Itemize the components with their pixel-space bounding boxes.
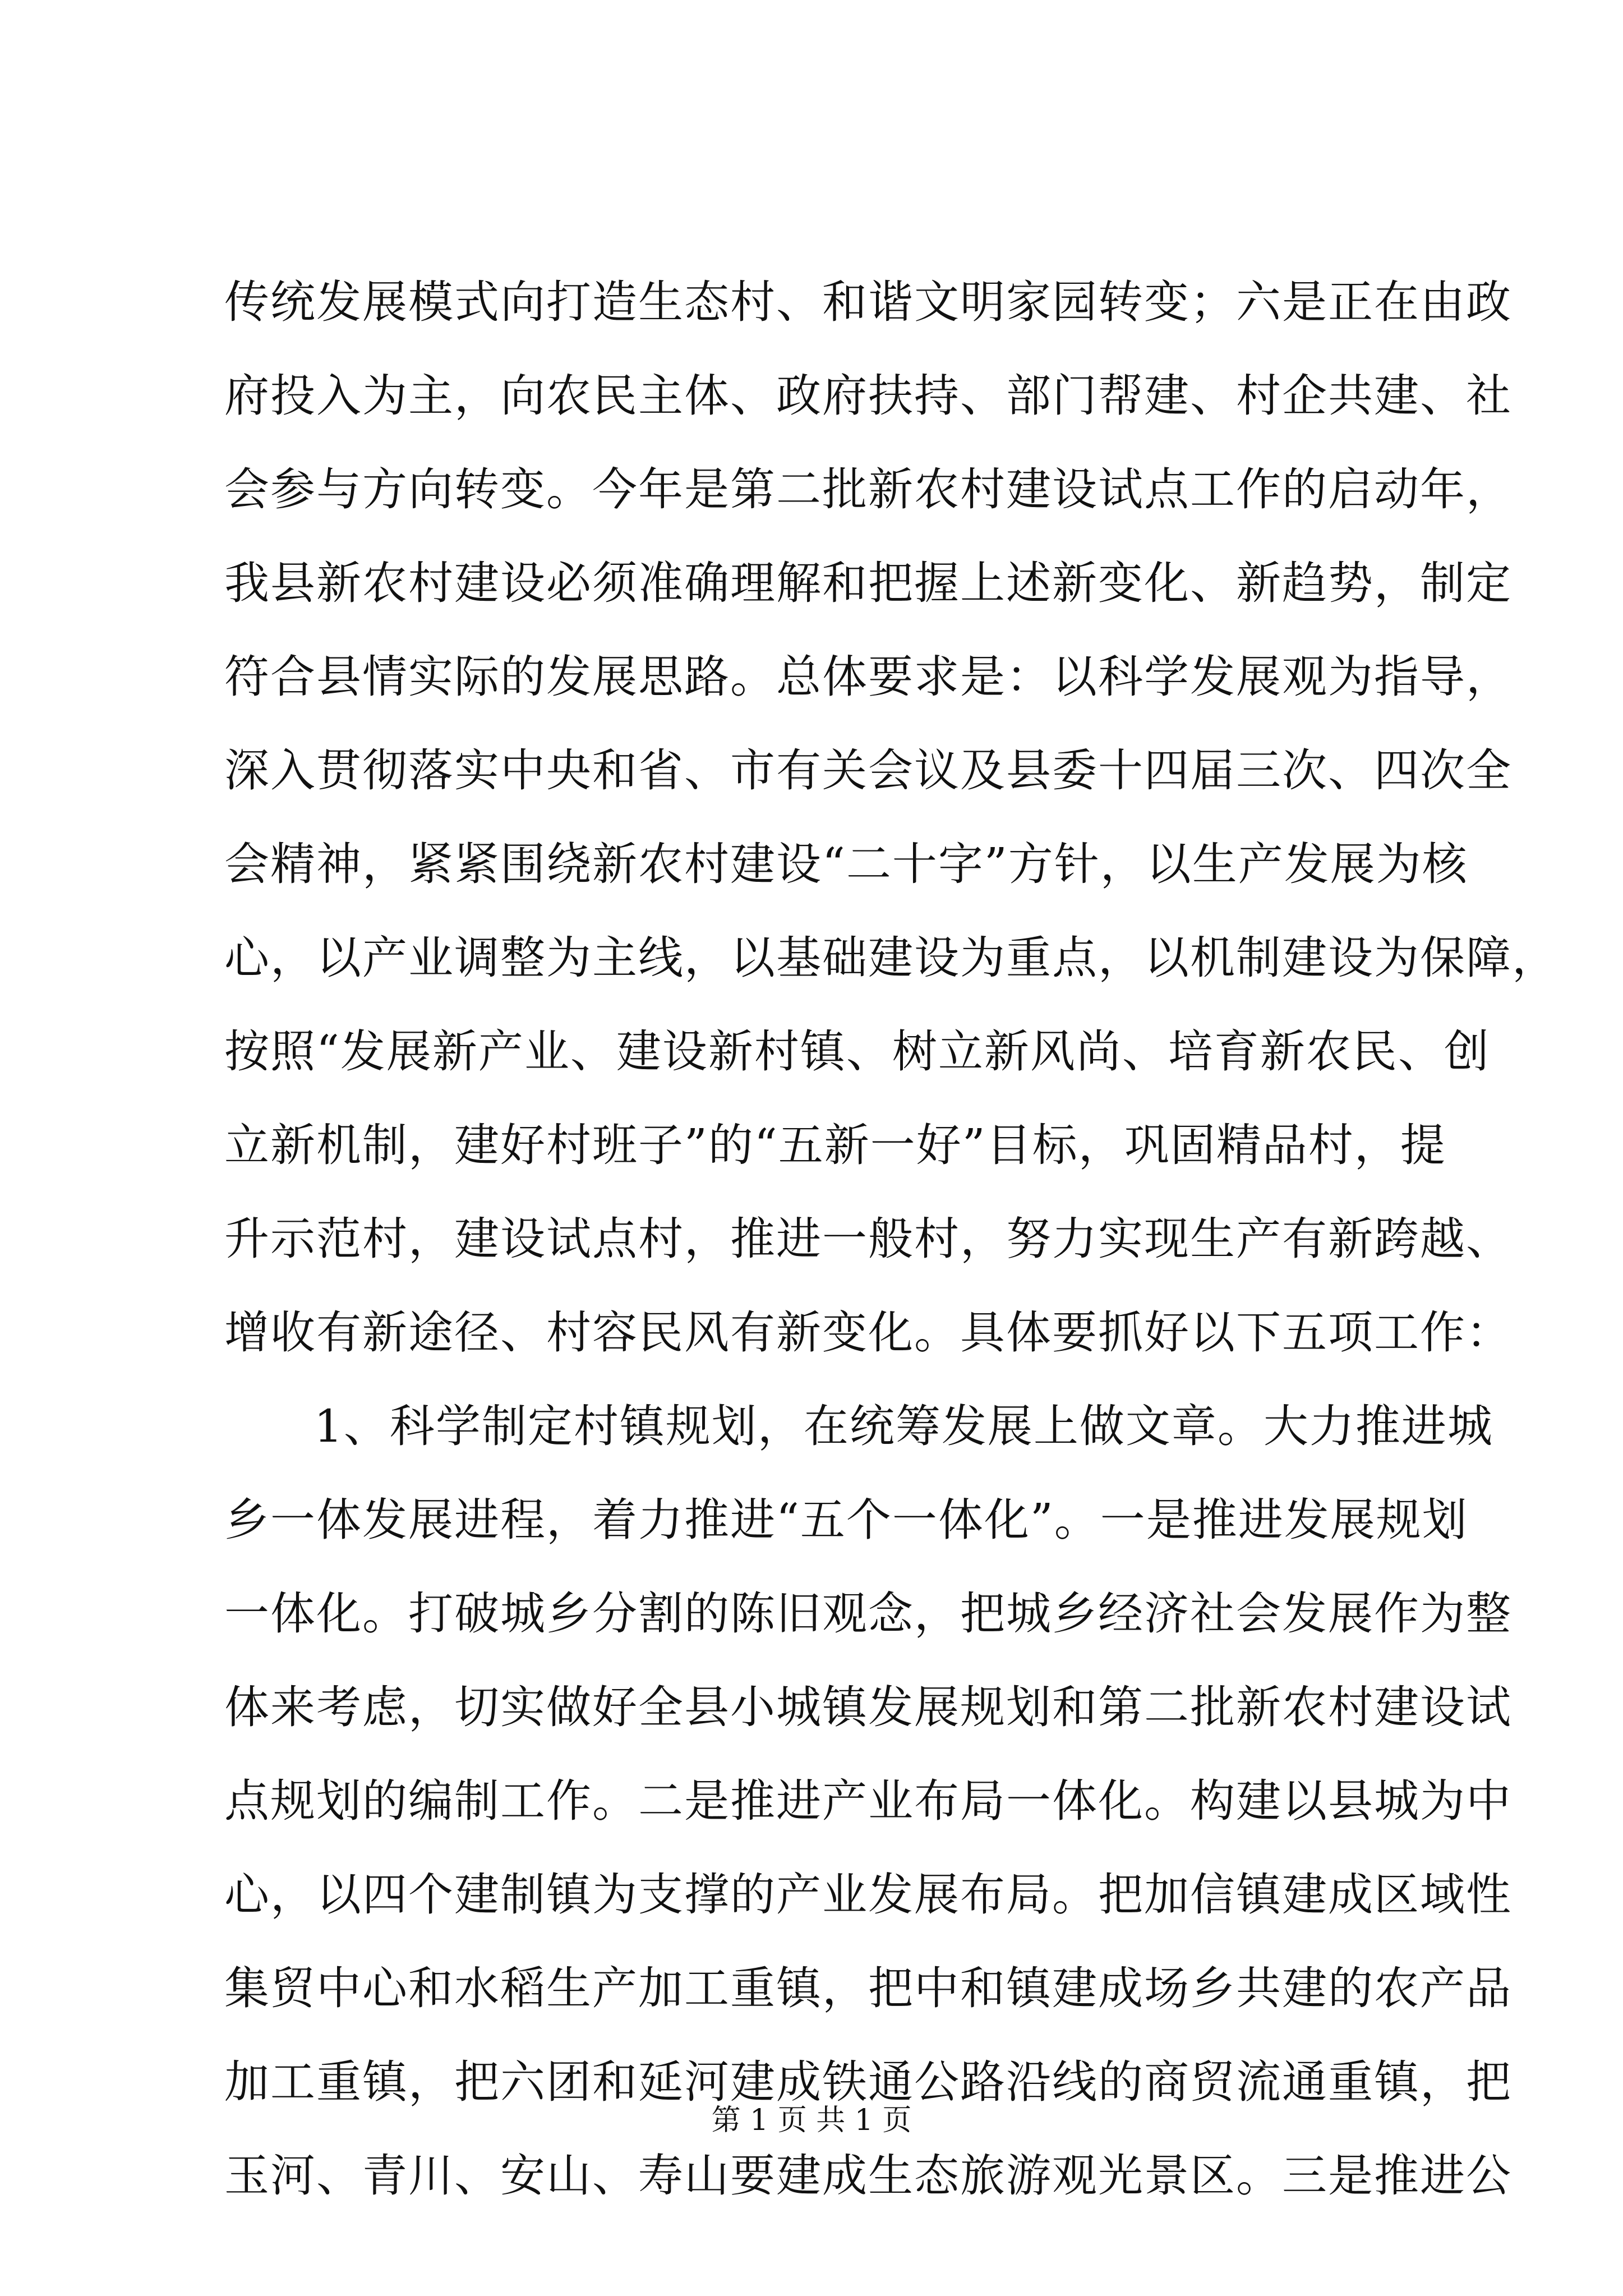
text-line: 会参与方向转变。今年是第二批新农村建设试点工作的启动年， xyxy=(224,463,1512,516)
text-line: 点规划的编制工作。二是推进产业布局一体化。构建以县城为中 xyxy=(224,1775,1512,1827)
text-line: 立新机制，建好村班子”的“五新一好”目标，巩固精品村，提 xyxy=(224,1119,1446,1171)
text-line: 深入贯彻落实中央和省、市有关会议及县委十四届三次、四次全 xyxy=(224,744,1512,797)
text-line: 乡一体发展进程，着力推进“五个一体化”。一是推进发展规划 xyxy=(224,1494,1468,1546)
text-line: 府投入为主，向农民主体、政府扶持、部门帮建、村企共建、社 xyxy=(224,370,1512,422)
text-line: 玉河、青川、安山、寿山要建成生态旅游观光景区。三是推进公 xyxy=(224,2150,1512,2202)
text-line: 传统发展模式向打造生态村、和谐文明家园转变；六是正在由政 xyxy=(224,276,1512,328)
page-footer xyxy=(0,2101,1623,2140)
text-line: 体来考虑，切实做好全县小城镇发展规划和第二批新农村建设试 xyxy=(224,1681,1512,1733)
body-text xyxy=(224,255,1558,2223)
text-line: 我县新农村建设必须准确理解和把握上述新变化、新趋势，制定 xyxy=(224,557,1512,609)
text-line: 加工重镇，把六团和延河建成铁通公路沿线的商贸流通重镇，把 xyxy=(224,2056,1512,2108)
text-line: 增收有新途径、村容民风有新变化。具体要抓好以下五项工作： xyxy=(224,1306,1512,1359)
text-line: 心，以产业调整为主线，以基础建设为重点，以机制建设为保障， xyxy=(224,932,1558,984)
text-line: 1、科学制定村镇规划，在统筹发展上做文章。大力推进城 xyxy=(314,1400,1493,1452)
text-line: 集贸中心和水稻生产加工重镇，把中和镇建成场乡共建的农产品 xyxy=(224,1962,1512,2014)
text-line: 升示范村，建设试点村，推进一般村，努力实现生产有新跨越、 xyxy=(224,1213,1512,1265)
text-line: 一体化。打破城乡分割的陈旧观念，把城乡经济社会发展作为整 xyxy=(224,1588,1512,1640)
text-line: 符合县情实际的发展思路。总体要求是：以科学发展观为指导， xyxy=(224,651,1512,703)
text-line: 会精神，紧紧围绕新农村建设“二十字”方针，以生产发展为核 xyxy=(224,838,1468,890)
text-line: 按照“发展新产业、建设新村镇、树立新风尚、培育新农民、创 xyxy=(224,1025,1490,1078)
page-number-label: 第 1 页 共 1 页 xyxy=(711,2104,912,2137)
text-line: 心，以四个建制镇为支撑的产业发展布局。把加信镇建成区域性 xyxy=(224,1869,1512,1921)
